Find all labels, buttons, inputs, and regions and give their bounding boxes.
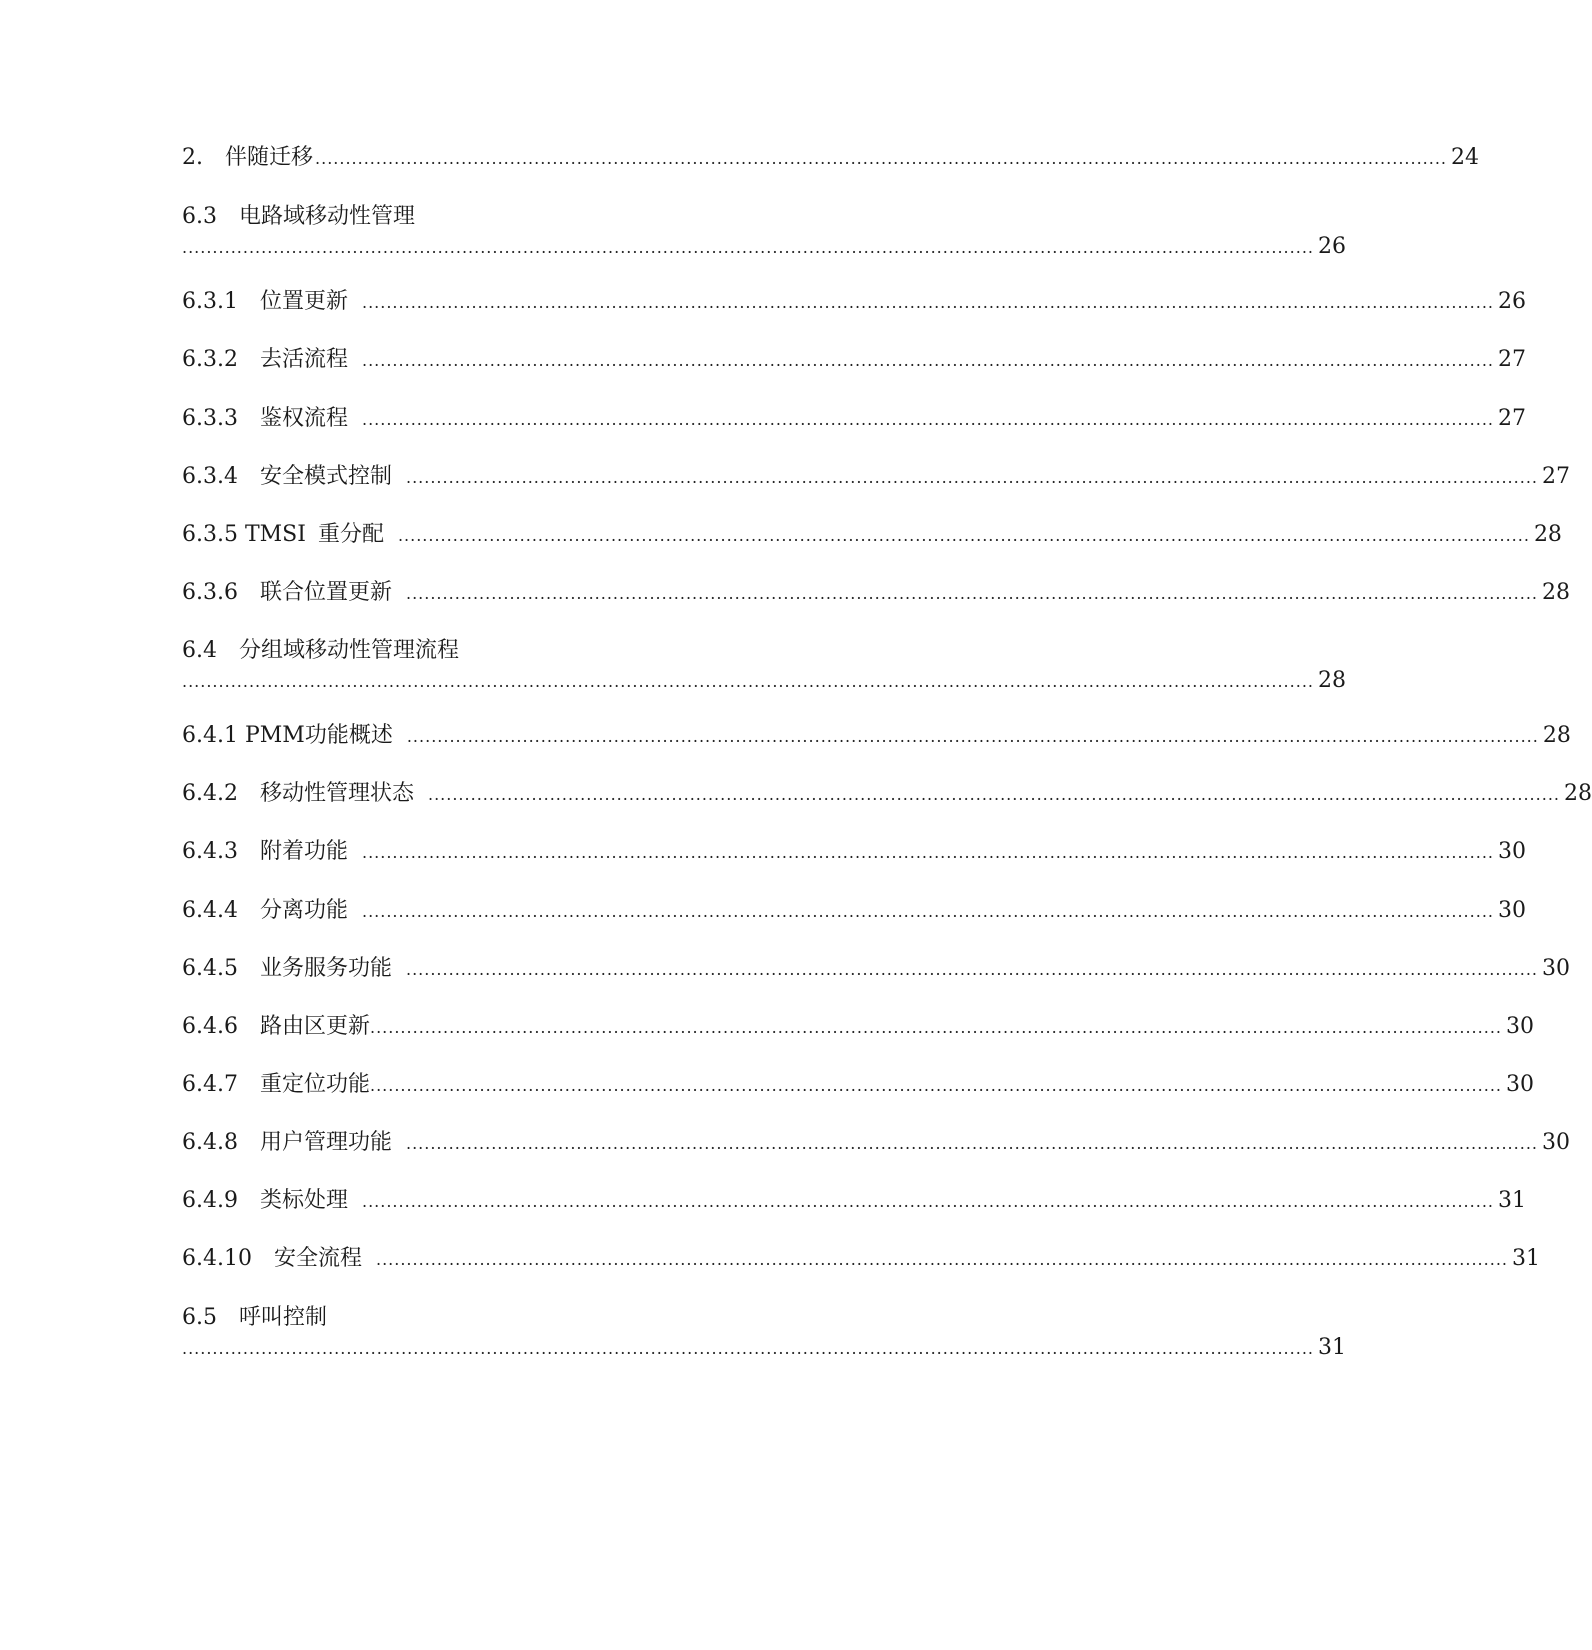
toc-entry-page: 27 <box>1541 464 1570 489</box>
dot-leader: .......................................................................................................................................................................................... <box>362 293 1494 312</box>
toc-entry-title: 分组域移动性管理流程 <box>239 638 460 663</box>
toc-entry-page: 28 <box>1563 781 1592 806</box>
dot-leader: .......................................................................................................................................................................................... <box>370 1076 1502 1095</box>
toc-entry-page: 30 <box>1541 956 1570 981</box>
toc-entry-number: 6.3.2 <box>182 347 238 372</box>
toc-entry-page: 30 <box>1541 1130 1570 1155</box>
toc-entry-number: 2. <box>182 145 203 170</box>
dot-leader: .......................................................................................................................................................................................... <box>397 526 1530 545</box>
toc-entry-title: 伴随迁移 <box>225 145 314 170</box>
dot-leader: .......................................................................................................................................................................................... <box>376 1250 1508 1269</box>
toc-entry-page: 30 <box>1505 1014 1534 1039</box>
toc-entry-page: 31 <box>1511 1246 1540 1271</box>
toc-entry-title: 重分配 <box>317 522 384 547</box>
toc-entry-number: 6.3 <box>182 204 217 229</box>
toc-entry-number: 6.4.7 <box>182 1072 238 1097</box>
toc-entry-page: 28 <box>1542 723 1571 748</box>
dot-leader: .......................................................................................................................................................................................... <box>362 902 1494 921</box>
dot-leader: .......................................................................................................................................................................................... <box>406 727 1539 746</box>
toc-entry[interactable] <box>182 779 1592 809</box>
toc-entry-number: 6.3.1 <box>182 289 238 314</box>
toc-entry-page: 24 <box>1451 145 1479 170</box>
toc-entry-page: 31 <box>1317 1335 1346 1360</box>
toc-entry-page: 30 <box>1497 839 1526 864</box>
toc-entry[interactable] <box>182 1186 1526 1216</box>
toc-entry[interactable] <box>182 520 1562 550</box>
toc-entry-page: 27 <box>1497 406 1526 431</box>
toc-entry[interactable] <box>182 837 1526 867</box>
dot-leader: .......................................................................................................................................................................................... <box>182 672 1314 691</box>
toc-entry-number: 6.4.9 <box>182 1188 238 1213</box>
toc-entry[interactable] <box>182 1128 1570 1158</box>
toc-entry-number: 6.4.8 <box>182 1130 238 1155</box>
toc-entry-title: 重定位功能 <box>259 1072 370 1097</box>
toc-entry-title: 安全流程 <box>273 1246 362 1271</box>
dot-leader: .......................................................................................................................................................................................... <box>370 1018 1502 1037</box>
toc-entry-page: 30 <box>1497 898 1526 923</box>
toc-entry-page: 31 <box>1497 1188 1526 1213</box>
toc-entry-title: 路由区更新 <box>259 1014 370 1039</box>
toc-entry-title: 附着功能 <box>259 839 348 864</box>
toc-entry-title: 功能概述 <box>304 723 393 748</box>
toc-entry-title: 位置更新 <box>259 289 348 314</box>
toc-entry[interactable] <box>182 578 1570 608</box>
dot-leader: .......................................................................................................................................................................................... <box>428 785 1560 804</box>
toc-entry-number: 6.4.10 <box>182 1246 252 1271</box>
toc-entry-title: 安全模式控制 <box>259 464 392 489</box>
toc-entry-number: 6.4.4 <box>182 898 238 923</box>
toc-entry-title: 业务服务功能 <box>259 956 392 981</box>
toc-entry[interactable] <box>182 1070 1534 1100</box>
dot-leader: .......................................................................................................................................................................................... <box>182 1339 1314 1358</box>
toc-entry[interactable] <box>182 896 1526 926</box>
toc-entry-page: 28 <box>1541 580 1570 605</box>
toc-entry[interactable] <box>182 287 1526 317</box>
toc-entry[interactable] <box>182 462 1570 492</box>
dot-leader: .......................................................................................................................................................................................... <box>362 843 1494 862</box>
toc-entry-title: 呼叫控制 <box>239 1305 328 1330</box>
dot-leader: .......................................................................................................................................................................................... <box>362 410 1494 429</box>
toc-entry-number: 6.3.5 TMSI <box>182 522 306 547</box>
toc-entry-title: 移动性管理状态 <box>259 781 414 806</box>
toc-entry-number: 6.3.3 <box>182 406 238 431</box>
toc-entry-number: 6.4.1 PMM <box>182 723 305 748</box>
toc-entry-title: 鉴权流程 <box>259 406 348 431</box>
toc-entry-title: 类标处理 <box>259 1188 348 1213</box>
dot-leader: .......................................................................................................................................................................................... <box>406 584 1538 603</box>
toc-entry-title: 去活流程 <box>259 347 348 372</box>
toc-entry[interactable] <box>182 721 1571 751</box>
toc-entry-number: 6.4.3 <box>182 839 238 864</box>
dot-leader: .......................................................................................................................................................................................... <box>406 960 1538 979</box>
toc-entry-title: 电路域移动性管理 <box>239 204 416 229</box>
dot-leader: .......................................................................................................................................................................................... <box>362 1192 1494 1211</box>
toc-entry[interactable] <box>182 1244 1540 1274</box>
toc-entry-number: 6.3.6 <box>182 580 238 605</box>
toc-entry-title: 联合位置更新 <box>259 580 392 605</box>
toc-entry[interactable] <box>182 202 1346 262</box>
dot-leader: .......................................................................................................................................................................................... <box>406 1134 1538 1153</box>
toc-entry-number: 6.5 <box>182 1305 217 1330</box>
toc-entry[interactable] <box>182 143 1479 173</box>
toc-entry-number: 6.4.6 <box>182 1014 238 1039</box>
dot-leader: .......................................................................................................................................................................................... <box>315 149 1447 168</box>
toc-entry-page: 27 <box>1497 347 1526 372</box>
toc-entry-number: 6.4.5 <box>182 956 238 981</box>
dot-leader: .......................................................................................................................................................................................... <box>182 238 1314 257</box>
toc-entry-number: 6.4.2 <box>182 781 238 806</box>
toc-entry-title: 分离功能 <box>259 898 348 923</box>
toc-entry-title: 用户管理功能 <box>259 1130 392 1155</box>
toc-entry[interactable] <box>182 636 1346 696</box>
toc-entry-page: 30 <box>1505 1072 1534 1097</box>
toc-entry[interactable] <box>182 345 1526 375</box>
toc-entry[interactable] <box>182 404 1526 434</box>
toc-entry-page: 28 <box>1317 668 1346 693</box>
dot-leader: .......................................................................................................................................................................................... <box>406 468 1538 487</box>
toc-entry[interactable] <box>182 1012 1534 1042</box>
toc-entry-page: 28 <box>1533 522 1562 547</box>
toc-entry-number: 6.3.4 <box>182 464 238 489</box>
toc-entry[interactable] <box>182 1303 1346 1363</box>
toc-entry[interactable] <box>182 954 1570 984</box>
toc-entry-page: 26 <box>1497 289 1526 314</box>
toc-entry-page: 26 <box>1317 234 1346 259</box>
toc-entry-number: 6.4 <box>182 638 217 663</box>
dot-leader: .......................................................................................................................................................................................... <box>362 351 1494 370</box>
